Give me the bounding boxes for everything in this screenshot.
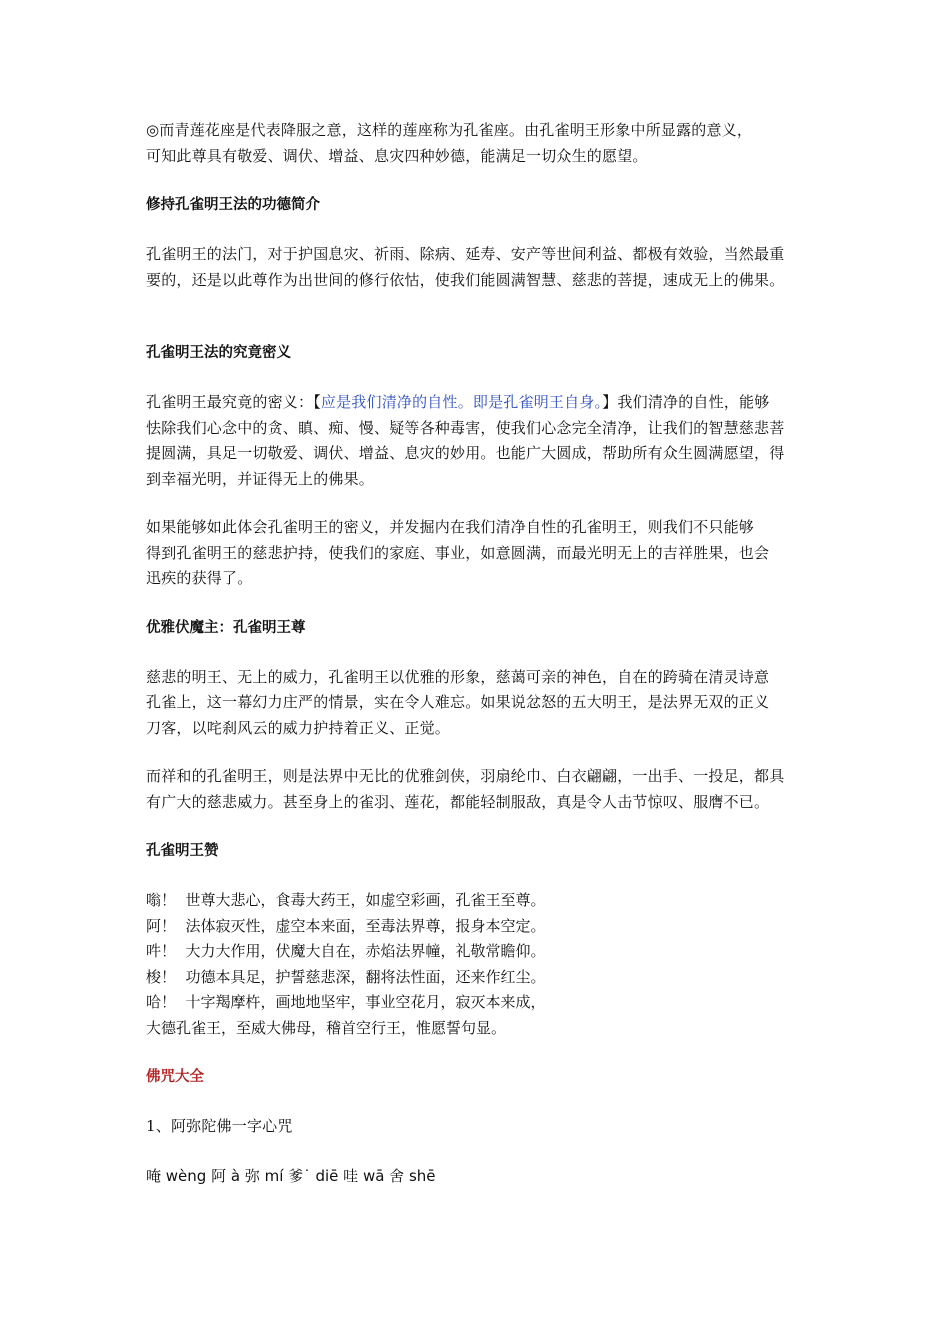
elegant-p1-line-2: 孔雀上，这一幕幻力庄严的情景，实在令人难忘。如果说忿怒的五大明王，是法界无双的正义 xyxy=(146,693,770,711)
pinyin-char-2: 阿 xyxy=(211,1166,227,1185)
mantra-item-1-pinyin xyxy=(146,1164,826,1189)
heading-merit: 修持孔雀明王法的功德简介 xyxy=(146,197,320,213)
merit-line-1: 孔雀明王的法门，对于护国息灾、祈雨、除病、延寿、安产等世间利益、都极有效验，当然最重 xyxy=(146,245,785,263)
praise-line-4: 梭！ 功德本具足，护誓慈悲深，翻将法性面，还来作红尘。 xyxy=(146,967,546,986)
secret-p1-line-4: 到幸福光明，并证得无上的佛果。 xyxy=(146,469,375,488)
elegant-p1-line-3: 刀客，以咤刹风云的威力护持着正义、正觉。 xyxy=(146,718,451,737)
secret-p1-prefix: 孔雀明王最究竟的密义：【 xyxy=(146,393,321,411)
secret-p1-suffix: 】我们清净的自性，能够 xyxy=(602,393,770,411)
secret-p1-line-3: 提圆满，具足一切敬爱、调伏、增益、息灾的妙用。也能广大圆成，帮助所有众生圆满愿望，得 xyxy=(146,444,785,462)
heading-elegant: 优雅伏魔主：孔雀明王尊 xyxy=(146,619,306,636)
intro-line-1: ◎而青莲花座是代表降服之意，这样的莲座称为孔雀座。由孔雀明王形象中所显露的意义， xyxy=(146,121,753,139)
praise-line-6: 大德孔雀王，至威大佛母，稽首空行王，惟愿誓句显。 xyxy=(146,1018,507,1037)
pinyin-syllable-6: shē xyxy=(404,1166,436,1185)
secret-p2-line-2: 得到孔雀明王的慈悲护持，使我们的家庭、事业，如意圆满，而最光明无上的吉祥胜果，也会 xyxy=(146,543,770,562)
pinyin-syllable-1: wèng xyxy=(161,1166,212,1185)
pinyin-char-4: 爹 xyxy=(288,1166,304,1185)
heading-praise: 孔雀明王赞 xyxy=(146,843,219,859)
document-page xyxy=(146,118,826,1189)
pinyin-syllable-5: wā xyxy=(358,1166,390,1185)
mantra-item-1-title: 1、阿弥陀佛一字心咒 xyxy=(146,1117,293,1135)
secret-p2-line-1: 如果能够如此体会孔雀明王的密义，并发掘内在我们清净自性的孔雀明王，则我们不只能够 xyxy=(146,518,755,536)
heading-secret: 孔雀明王法的究竟密义 xyxy=(146,345,291,361)
pinyin-syllable-4: ˙ diē xyxy=(303,1166,344,1185)
pinyin-char-5: 哇 xyxy=(343,1166,359,1185)
pinyin-char-3: 弥 xyxy=(244,1166,260,1185)
elegant-p1-line-1: 慈悲的明王、无上的威力，孔雀明王以优雅的形象，慈蔼可亲的神色，自在的跨骑在清灵诗意 xyxy=(146,667,770,686)
pinyin-char-1: 唵 xyxy=(146,1166,162,1185)
elegant-p2-line-2: 有广大的慈悲威力。甚至身上的雀羽、莲花，都能轻制服敌，真是令人击节惊叹、服膺不已。 xyxy=(146,792,770,811)
secret-p1-line-1 xyxy=(146,390,826,416)
elegant-p2-line-1: 而祥和的孔雀明王，则是法界中无比的优雅剑侠，羽扇纶巾、白衣翩翩，一出手、一投足，都具 xyxy=(146,767,785,785)
secret-p1-line-2: 怯除我们心念中的贪、瞋、痴、慢、疑等各种毒害，使我们心念完全清净，让我们的智慧慈悲菩 xyxy=(146,418,785,437)
pinyin-syllable-2: à xyxy=(226,1166,245,1185)
intro-line-2: 可知此尊具有敬爱、调伏、增益、息灾四种妙德，能满足一切众生的愿望。 xyxy=(146,146,648,165)
praise-line-1: 嗡！ 世尊大悲心，食毒大药王，如虚空彩画，孔雀王至尊。 xyxy=(146,891,546,909)
praise-line-3: 吽！ 大力大作用，伏魔大自在，赤焰法界幢，礼敬常瞻仰。 xyxy=(146,942,546,960)
heading-mantras: 佛咒大全 xyxy=(146,1069,204,1085)
pinyin-char-6: 舍 xyxy=(389,1166,405,1185)
pinyin-syllable-3: mí xyxy=(259,1166,289,1185)
praise-line-5: 哈！ 十字羯摩杵，画地地坚牢，事业空花月，寂灭本来成， xyxy=(146,993,546,1011)
secret-p2-line-3: 迅疾的获得了。 xyxy=(146,569,253,587)
secret-p1-highlight: 应是我们清净的自性。即是孔雀明王自身。 xyxy=(320,393,603,411)
merit-line-2: 要的，还是以此尊作为出世间的修行依怙，使我们能圆满智慧、慈悲的菩提，速成无上的佛果。 xyxy=(146,270,785,289)
praise-line-2: 阿！ 法体寂灭性，虚空本来面，至毒法界尊，报身本空定。 xyxy=(146,916,546,935)
